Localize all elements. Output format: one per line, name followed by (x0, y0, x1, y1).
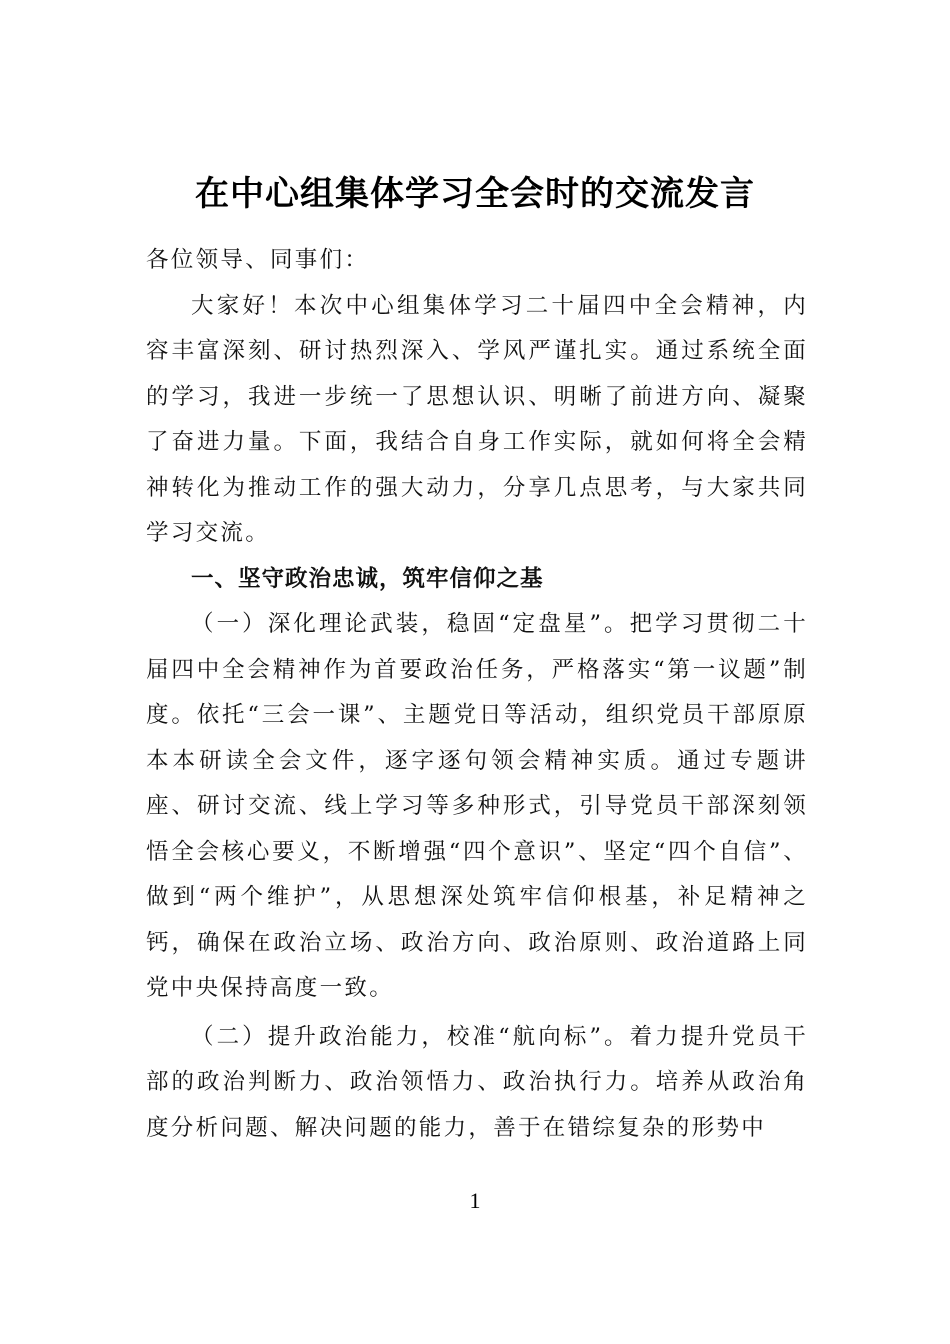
page-number: 1 (469, 1188, 481, 1213)
section-item-1: （一）深化理论武装，稳固“定盘星”。把学习贯彻二十届四中全会精神作为首要政治任务，严格落实“第一议题”制度。依托“三会一课”、主题党日等活动，组织党员干部原原本本研读全会文件，逐字逐句领会精神实质。通过专题讲座、研讨交流、线上学习等多种形式，引导党员干部深刻领悟全会核心要义，不断增强“四个意识”、坚定“四个自信”、做到“两个维护”，从思想深处筑牢信仰根基，补足精神之钙，确保在政治立场、政治方向、政治原则、政治道路上同党中央保持高度一致。 (146, 611, 808, 1001)
document-title: 在中心组集体学习全会时的交流发言 (195, 174, 755, 214)
intro-paragraph: 大家好！本次中心组集体学习二十届四中全会精神，内容丰富深刻、研讨热烈深入、学风严谨扎实。通过系统全面的学习，我进一步统一了思想认识、明晰了前进方向、凝聚了奋进力量。下面，我结合自身工作实际，就如何将全会精神转化为推动工作的强大动力，分享几点思考，与大家共同学习交流。 (146, 292, 808, 546)
section-item-2: （二）提升政治能力，校准“航向标”。着力提升党员干部的政治判断力、政治领悟力、政治执行力。培养从政治角度分析问题、解决问题的能力，善于在错综复杂的形势中 (146, 1023, 808, 1141)
section-heading: 一、坚守政治忠诚，筑牢信仰之基 (191, 565, 544, 592)
document-body (146, 238, 808, 1151)
greeting: 各位领导、同事们： (146, 247, 370, 273)
